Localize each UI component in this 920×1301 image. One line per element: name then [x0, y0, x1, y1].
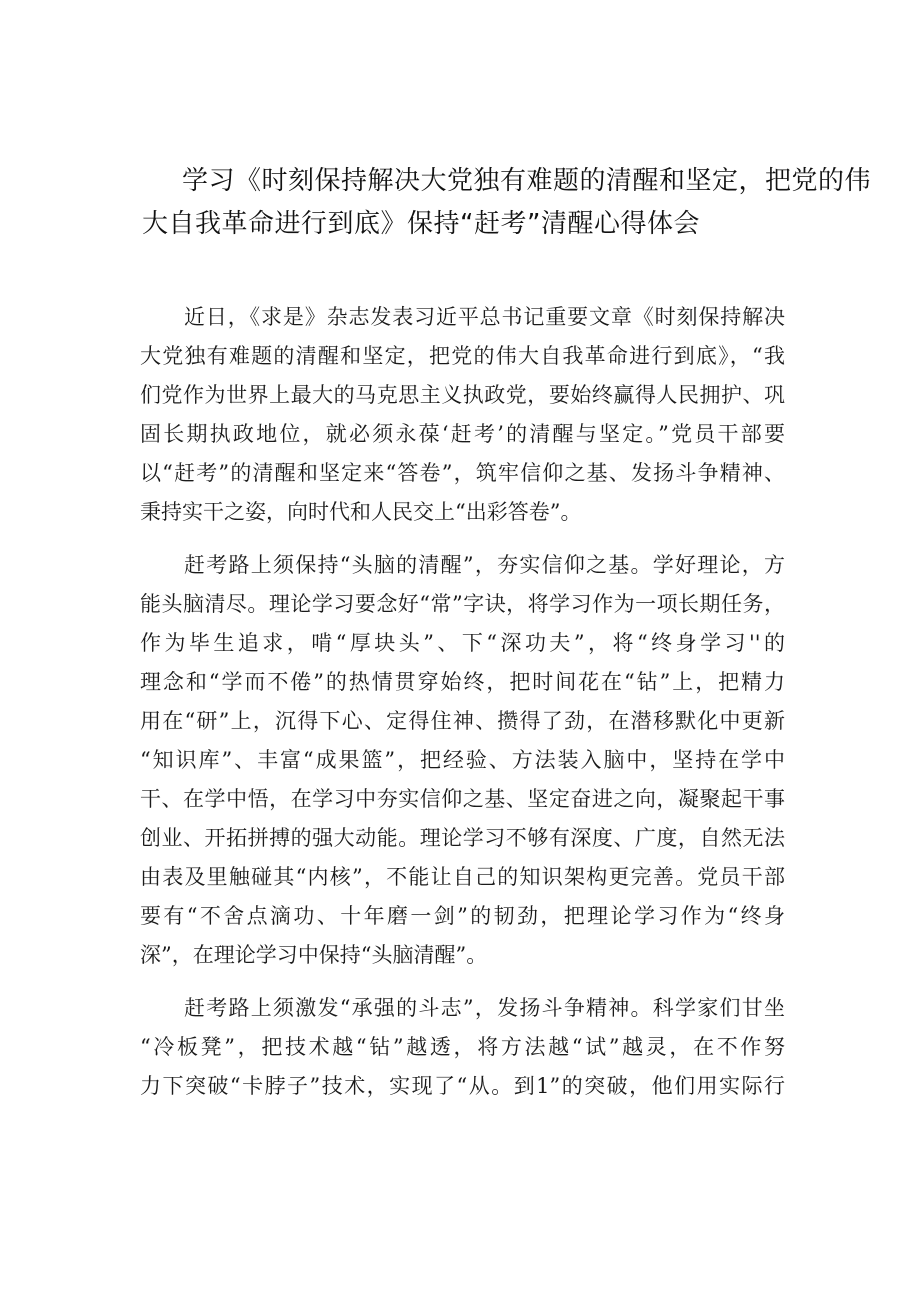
- title-line: 大自我革命进行到底》保持“赶考”清醒心得体会: [142, 209, 700, 239]
- text-line: 作为毕生追求，啃“厚块头”、下“深功夫”，将“终身学习''的: [140, 631, 785, 655]
- text-line: 们党作为世界上最大的马克思主义执政党，要始终赢得人民拥护、巩: [140, 383, 785, 407]
- document-body: [140, 298, 785, 1120]
- document-title: [142, 160, 872, 246]
- text-line: 固长期执政地位，就必须永葆‘赶考’的清醒与坚定。”党员干部要: [140, 422, 785, 446]
- text-line: 近日，《求是》杂志发表习近平总书记重要文章《时刻保持解决: [184, 305, 785, 329]
- text-line: 要有“不舍点滴功、十年磨一剑”的韧劲，把理论学习作为“终身: [140, 904, 785, 928]
- text-line: “知识库”、丰富“成果篮”，把经验、方法装入脑中，坚持在学中: [140, 748, 785, 772]
- paragraph-3: [140, 989, 785, 1106]
- text-line: 创业、开拓拼搏的强大动能。理论学习不够有深度、广度，自然无法: [140, 826, 785, 850]
- text-line: “冷板凳”，把技术越“钻”越透，将方法越“试”越灵，在不作努: [140, 1035, 785, 1059]
- paragraph-1: [140, 298, 785, 532]
- text-line: 理念和“学而不倦”的热情贯穿始终，把时间花在“钻”上，把精力: [140, 670, 785, 694]
- text-line: 赶考路上须保持“头脑的清醒”，夯实信仰之基。学好理论，方: [184, 553, 785, 577]
- text-line: 以“赶考”的清醒和坚定来“答卷”，筑牢信仰之基、发扬斗争精神、: [140, 461, 785, 485]
- paragraph-2: [140, 546, 785, 975]
- text-line: 深”，在理论学习中保持“头脑清醒”。: [140, 943, 488, 967]
- text-line: 力下突破“卡脖子”技术，实现了“从。到1”的突破，他们用实际行: [140, 1074, 785, 1098]
- title-line: 学习《时刻保持解决大党独有难题的清醒和坚定，把党的伟: [182, 166, 872, 196]
- text-line: 能头脑清尽。理论学习要念好“常”字诀，将学习作为一项长期任务，: [140, 592, 785, 616]
- text-line: 秉持实干之姿，向时代和人民交上“出彩答卷”。: [140, 500, 582, 524]
- text-line: 干、在学中悟，在学习中夯实信仰之基、坚定奋进之向，凝聚起干事: [140, 787, 785, 811]
- text-line: 赶考路上须激发“承强的斗志”，发扬斗争精神。科学家们甘坐: [184, 996, 785, 1020]
- text-line: 用在“研”上，沉得下心、定得住神、攒得了劲，在潜移默化中更新: [140, 709, 785, 733]
- text-line: 由表及里触碰其“内核”，不能让自己的知识架构更完善。党员干部: [140, 865, 785, 889]
- text-line: 大党独有难题的清醒和坚定，把党的伟大自我革命进行到底》，“我: [140, 344, 785, 368]
